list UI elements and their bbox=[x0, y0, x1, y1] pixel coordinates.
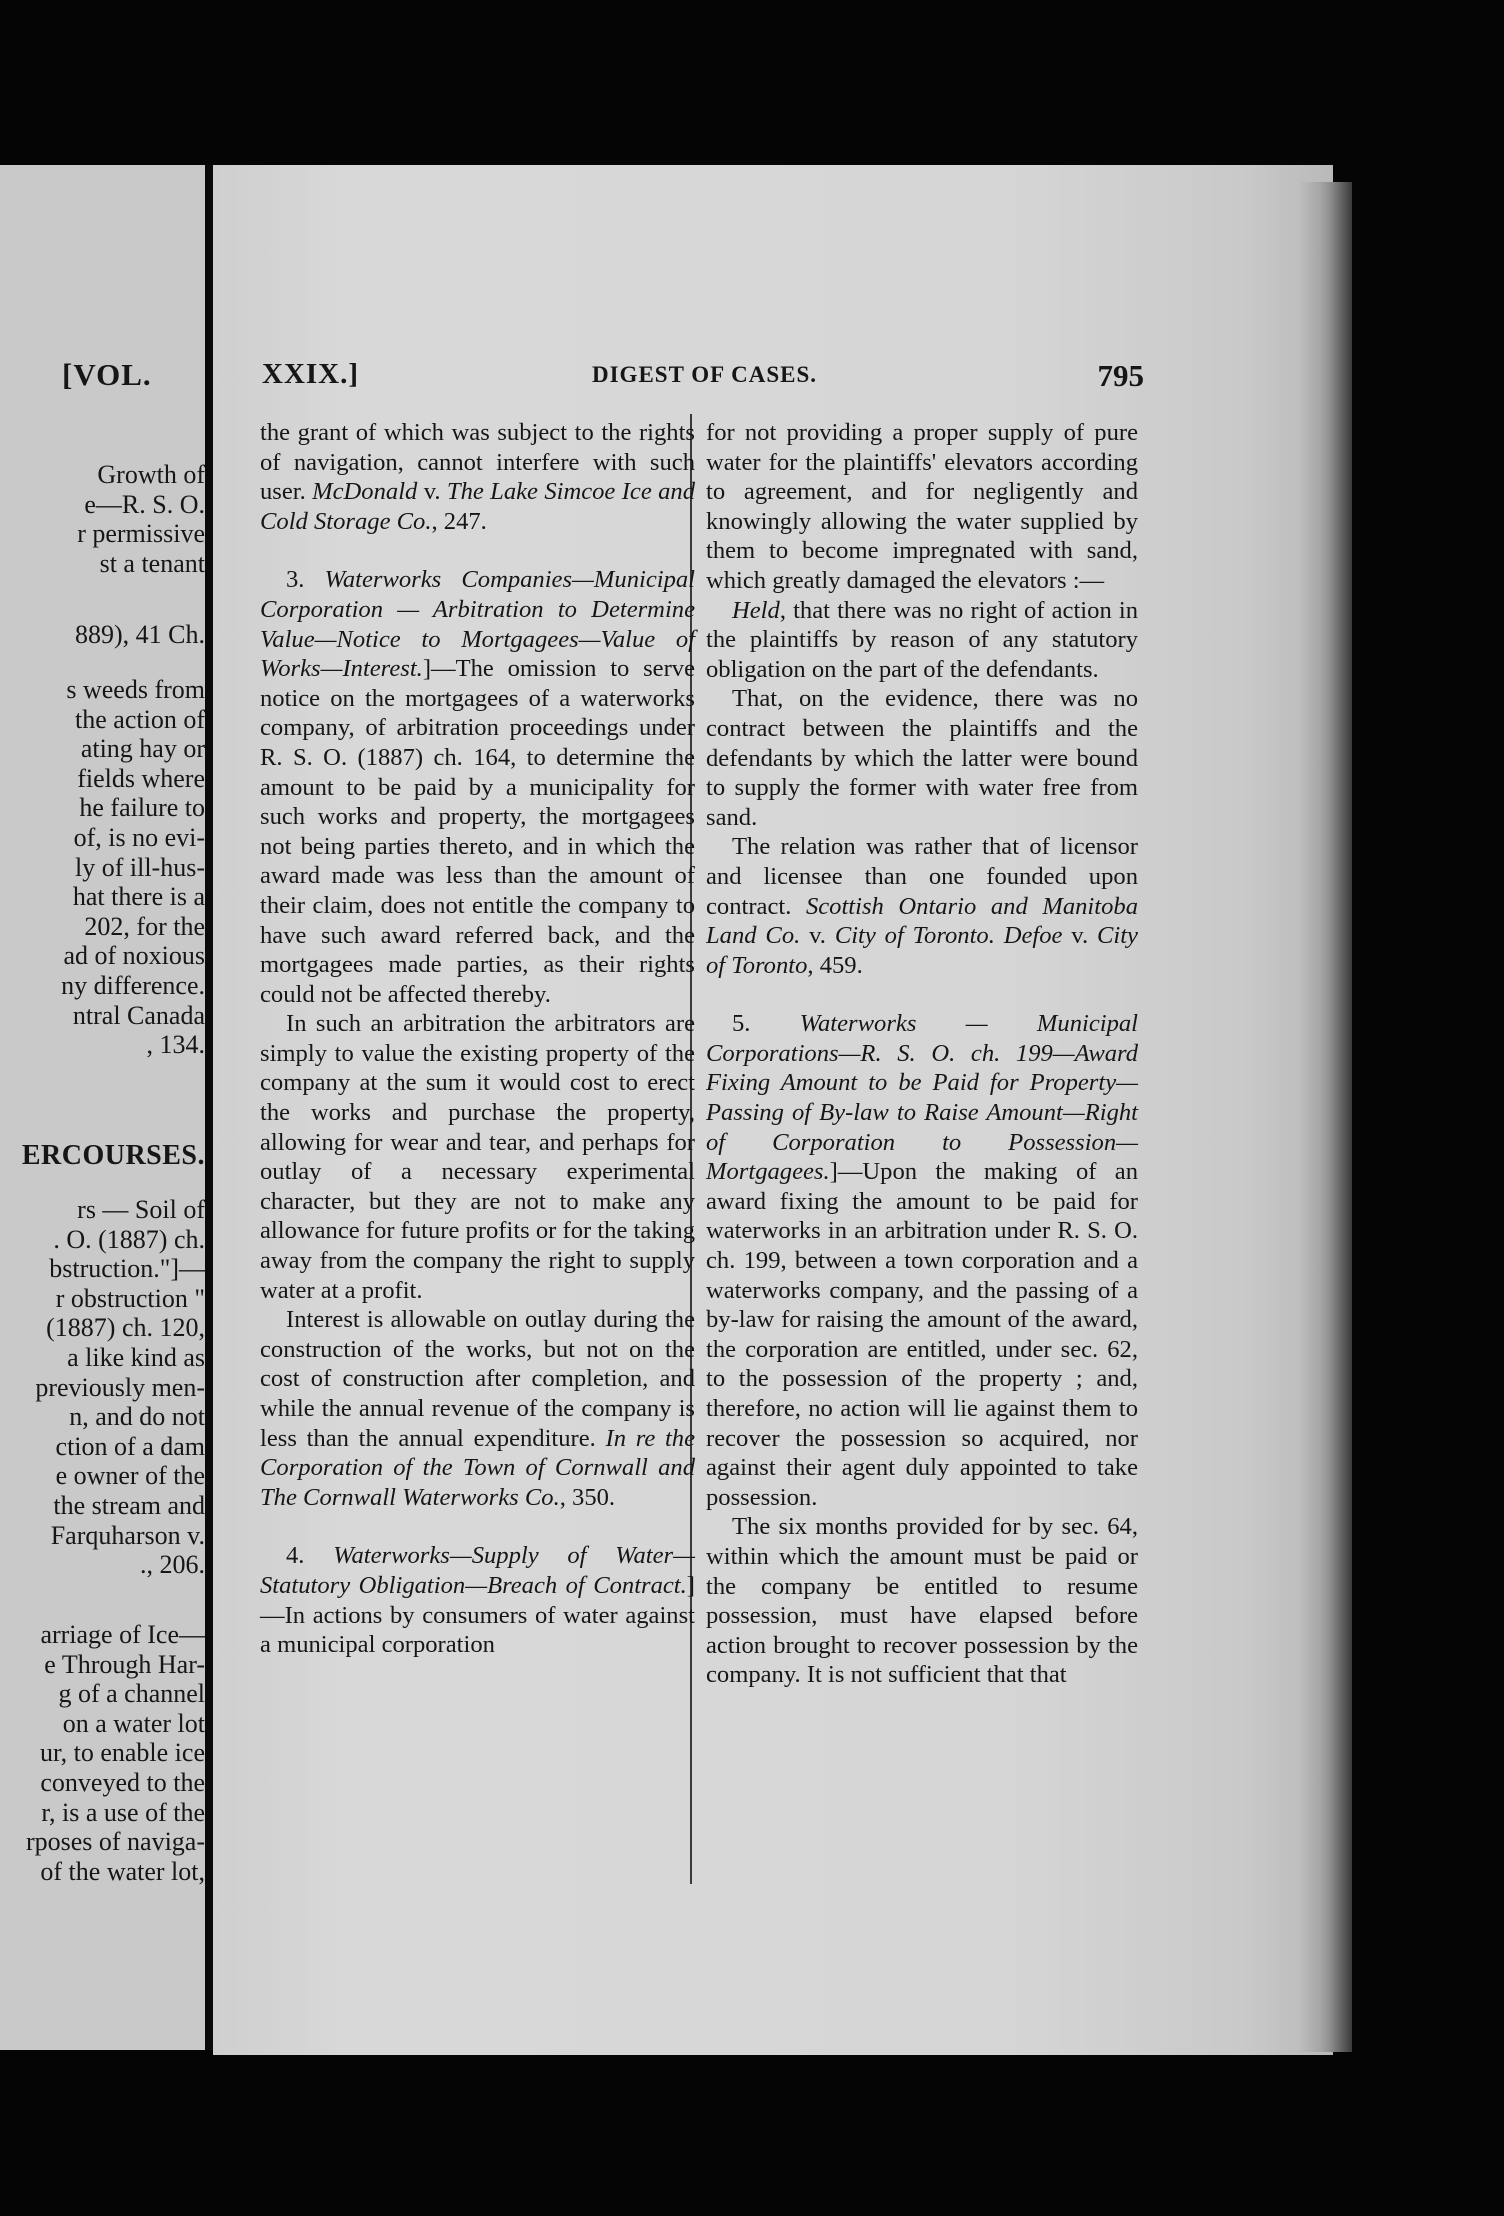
facing-page-line: he failure to bbox=[79, 793, 205, 823]
facing-page-line: bstruction."]— bbox=[49, 1254, 205, 1284]
page-edge-shadow bbox=[1300, 182, 1352, 2052]
facing-page-block bbox=[5, 620, 205, 650]
text-run: ]—In actions by consumers of water against a municipal corporation bbox=[260, 1571, 695, 1659]
facing-page-line: Growth of bbox=[97, 460, 205, 489]
facing-page-line: , 134. bbox=[146, 1030, 205, 1060]
facing-page-line: arriage of Ice— bbox=[40, 1620, 205, 1649]
text-run: That, on the evidence, there was no contract between the plaintiffs and the defendants by which the latter were bound to supply the former with water free from sand. bbox=[706, 685, 1138, 831]
facing-page-block bbox=[5, 1620, 205, 1886]
facing-page-line: 889), 41 Ch. bbox=[75, 620, 205, 649]
paragraph bbox=[260, 1009, 695, 1305]
facing-page-line: r, is a use of the bbox=[41, 1797, 205, 1827]
italic-text-run: Held bbox=[732, 596, 780, 624]
facing-page-line: e owner of the bbox=[55, 1461, 205, 1491]
paragraph bbox=[260, 418, 695, 536]
page-title: DIGEST OF CASES. bbox=[592, 362, 817, 387]
facing-page-line: ntral Canada bbox=[72, 1000, 205, 1030]
right-text-column bbox=[706, 418, 1138, 1690]
facing-page-line: the action of bbox=[75, 704, 205, 734]
italic-text-run: City of Toronto. Defoe bbox=[834, 922, 1063, 950]
text-run: for not providing a proper supply of pure water for the plaintiffs' elevators according to agreement, and for negligently and knowingly allowing the water supplied by them to become impregnated with sand, which greatly damaged the elevators :— bbox=[706, 419, 1138, 594]
italic-text-run: In re the Corporation of the Town of Cornwall and The Cornwall Waterworks Co. bbox=[260, 1424, 695, 1511]
facing-page-line: a like kind as bbox=[67, 1342, 205, 1372]
facing-page-line: ction of a dam bbox=[55, 1431, 205, 1461]
facing-page-line: (1887) ch. 120, bbox=[46, 1313, 205, 1343]
facing-page-line: previously men- bbox=[35, 1372, 205, 1402]
facing-page-block bbox=[5, 460, 205, 578]
facing-page-volume-header: [VOL. bbox=[62, 357, 152, 392]
facing-page-block bbox=[5, 1195, 205, 1580]
facing-page-line: of, is no evi- bbox=[73, 822, 205, 852]
text-run: 5. bbox=[732, 1010, 800, 1038]
italic-text-run: McDonald bbox=[312, 478, 418, 506]
left-text-column bbox=[260, 418, 695, 1660]
facing-page-heading: ERCOURSES. bbox=[21, 1140, 205, 1171]
facing-page-line: 202, for the bbox=[84, 911, 205, 941]
facing-page-line: fields where bbox=[77, 763, 205, 793]
text-run: v. bbox=[417, 478, 447, 506]
facing-page-line: ur, to enable ice bbox=[40, 1738, 205, 1768]
paragraph bbox=[260, 1541, 695, 1659]
text-run: , 247. bbox=[431, 507, 487, 535]
facing-page-line: on a water lot bbox=[62, 1708, 205, 1738]
paragraph bbox=[260, 1305, 695, 1512]
page-number: 795 bbox=[1097, 358, 1144, 393]
facing-page-line: ad of noxious bbox=[63, 941, 205, 971]
text-run: ]—Upon the making of an award fixing the amount to be paid for waterworks in an arbitration under R. S. O. ch. 199, between a town corporation and a waterworks company, and the passing of a by-law for raising the amount of the award, the corporation are entitled, under sec. 62, to the possession of the property ; and, therefore, no action will lie against them to recover the possession so acquired, nor against their agent duly appointed to take possession. bbox=[706, 1158, 1138, 1511]
facing-page-line: of the water lot, bbox=[40, 1856, 205, 1886]
facing-page-line: g of a channel bbox=[58, 1679, 205, 1709]
facing-page-line: ly of ill-hus- bbox=[75, 852, 205, 882]
facing-page-line: ating hay or bbox=[80, 734, 205, 764]
facing-page-line: the stream and bbox=[53, 1490, 205, 1520]
facing-page-line: r obstruction " bbox=[55, 1283, 205, 1313]
text-run: v. bbox=[800, 922, 835, 950]
italic-text-run: Scottish Ontario and Manitoba Land Co. bbox=[706, 892, 1138, 950]
italic-text-run: The Lake Simcoe Ice and Cold Storage Co. bbox=[260, 478, 695, 535]
italic-text-run: City of Toronto bbox=[706, 922, 1138, 979]
text-run: , 459. bbox=[807, 951, 863, 979]
italic-text-run: Waterworks Companies—Municipal Corporation — Arbitration to Determine Value—Notice to Mortgagees—Value of Works—Interest. bbox=[260, 566, 695, 683]
volume-number: XXIX.] bbox=[262, 358, 360, 390]
facing-page-fragment bbox=[0, 165, 205, 2050]
text-run: v. bbox=[1062, 922, 1097, 950]
facing-page-line: st a tenant bbox=[99, 548, 205, 578]
text-run: , 350. bbox=[559, 1483, 616, 1511]
text-run: ]—The omission to serve notice on the mortgagees of a waterworks company, of arbitration proceedings under R. S. O. (1887) ch. 164, to determine the amount to be paid by a municipality for such works and property, the mortgagees not being parties thereto, and in which the award made was less than the amount of their claim, does not entitle the company to have such award referred back, and the mortgagees made parties, as their rights could not be affected thereby. bbox=[260, 655, 695, 1008]
text-run: 3. bbox=[286, 566, 325, 594]
facing-page-line: rposes of naviga- bbox=[25, 1827, 205, 1857]
italic-text-run: Waterworks—Supply of Water—Statutory Obligation—Breach of Contract. bbox=[260, 1542, 695, 1599]
text-run: Interest is allowable on outlay during the construction of the works, but not on the cost of construction after completion, and while the annual revenue of the company is less than the annual expenditure. bbox=[260, 1306, 695, 1452]
facing-page-line: Farquharson v. bbox=[50, 1520, 205, 1550]
paragraph bbox=[706, 1512, 1138, 1690]
paragraph bbox=[706, 684, 1138, 832]
facing-page-line: s weeds from bbox=[66, 675, 205, 704]
facing-page-line: ny difference. bbox=[61, 970, 205, 1000]
facing-page-line: rs — Soil of bbox=[77, 1195, 205, 1224]
italic-text-run: Waterworks — Municipal Corporations—R. S. O. ch. 199—Award Fixing Amount to be Paid for Property—Passing of By-law to Raise Amount—Right of Corporation to Possession—Mortgagees. bbox=[706, 1010, 1139, 1186]
text-run: In such an arbitration the arbitrators are simply to value the existing property of the company at the sum it would cost to erect the works and purchase the property, allowing for wear and tear, and perhaps for outlay of a necessary experimental character, but they are not to make any allowance for future profits or for the taking away from the company the right to supply water at a profit. bbox=[260, 1010, 696, 1304]
text-run: The relation was rather that of licensor and licensee than one founded upon contract. bbox=[706, 833, 1138, 920]
running-head bbox=[262, 358, 1144, 398]
facing-page-block bbox=[5, 1140, 205, 1172]
paragraph bbox=[706, 418, 1138, 596]
text-run: , that there was no right of action in the plaintiffs by reason of any statutory obligation on the part of the defendants. bbox=[706, 596, 1138, 683]
facing-page-block bbox=[5, 675, 205, 1060]
paragraph bbox=[706, 596, 1138, 685]
facing-page-line: . O. (1887) ch. bbox=[53, 1224, 205, 1254]
text-run: The six months provided for by sec. 64, within which the amount must be paid or the company be entitled to resume possession, must have elapsed before action brought to recover possession by the company. It is not sufficient that that bbox=[706, 1513, 1138, 1689]
text-run: the grant of which was subject to the rights of navigation, cannot interfere with such user. bbox=[260, 419, 695, 506]
facing-page-line: n, and do not bbox=[69, 1402, 205, 1432]
paragraph bbox=[706, 1009, 1138, 1512]
text-run: 4. bbox=[286, 1542, 334, 1570]
facing-page-line: e Through Har- bbox=[44, 1649, 205, 1679]
facing-page-line: conveyed to the bbox=[40, 1767, 205, 1797]
paragraph bbox=[260, 565, 695, 1009]
facing-page-line: e—R. S. O. bbox=[84, 489, 205, 519]
facing-page-line: hat there is a bbox=[72, 882, 205, 912]
facing-page-line: r permissive bbox=[77, 519, 205, 549]
facing-page-line: ., 206. bbox=[140, 1550, 205, 1580]
paragraph bbox=[706, 832, 1138, 980]
